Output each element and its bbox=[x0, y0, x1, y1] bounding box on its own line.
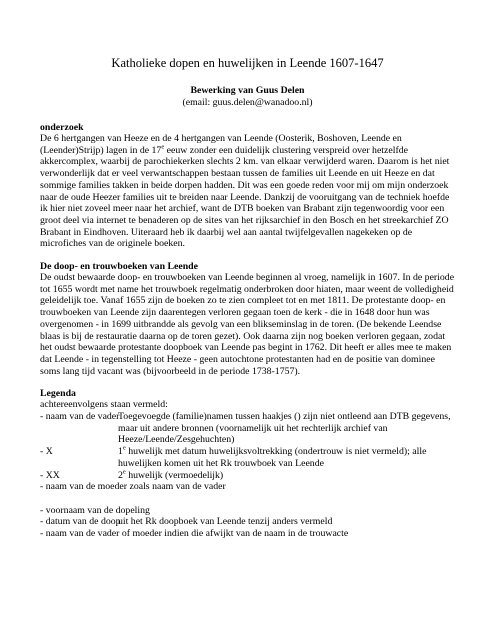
legend-desc: uit het Rk doopboek van Leende tenzij anders vermeld bbox=[118, 516, 333, 528]
section-heading-doop: De doop- en trouwboeken van Leende bbox=[40, 261, 198, 273]
legend-key: - X bbox=[40, 446, 53, 458]
author-email: (email: guus.delen@wanadoo.nl) bbox=[182, 97, 313, 108]
legend-key: - datum van de doop bbox=[40, 516, 121, 528]
legend-row-x bbox=[40, 446, 455, 469]
legend-key: - naam van de vader bbox=[40, 411, 120, 423]
spacer bbox=[40, 493, 455, 505]
legend-line-datum bbox=[40, 516, 455, 528]
paragraph-onderzoek-part-b: eeuw zonder een duidelijk clustering verspreid over hetzelfde akkercomplex, waarbij de parochiekerken slechts 2 km. van elkaar verwijderd waren. Daarom is het niet verwonderlijk dat er veel verwantschappen bestaan tussen de families uit Leende en uit Heeze en dat sommige families takken in beide dorpen hadden. Dit was een goede reden voor mij om mijn onderzoek naar de oude Heezer families uit te breiden naar Leende. Dankzij de vooruitgang van de techniek hoefde ik hier niet zoveel meer naar het archief, want de DTB boeken van Brabant zijn tegenwoordig voor een groot deel via internet te benaderen op de sites van het rijksarchief in den Bosch en het streekarchief ZO Brabant in Eindhoven. Uiteraard heb ik daarbij wel aan aantal twijfelgevallen nagekeken op de microfiches van de originele boeken. bbox=[40, 144, 450, 250]
legend-desc bbox=[118, 470, 455, 482]
ordinal-number: 1 bbox=[118, 446, 123, 458]
superscript-e: e bbox=[122, 468, 126, 476]
legend-line-voornaam: - voornaam van de dopeling bbox=[40, 504, 150, 516]
legend-desc-text: huwelijk (vermoedelijk) bbox=[125, 469, 224, 481]
paragraph-doop: De oudst bewaarde doop- en trouwboeken van Leende beginnen al vroeg, namelijk in 1607. In de periode tot 1655 wordt met name het trouwboek regelmatig onderbroken door hiaten, maar weent de volledigheid geleidelijk toe. Vanaf 1655 zijn de boeken zo te zien compleet tot en met 1811. De protestante doop- en trouwboeken van Leende zijn daarentegen verloren gegaan toen de kerk - die in 1648 door hun was overgenomen - in 1699 uitbrandde als gevolg van een blikseminslag in de toren. (De bekende Leendse blaas is bij de restauratie daarna op de toren gezet). Ook daarna zijn nog boeken verloren gegaan, zodat het oudst bewaarde protestante doopboek van Leende pas begint in 1762. Dit heeft er alles mee te maken dat Leende - in tegenstelling tot Heeze - geen autochtone protestanten had en de positie van dominee soms lang tijd vacant was (bijvoorbeeld in de periode 1738-1757). bbox=[40, 272, 455, 377]
legend-desc bbox=[118, 446, 455, 469]
document-title: Katholieke dopen en huwelijken in Leende 1607-1647 bbox=[111, 56, 384, 70]
paragraph-onderzoek bbox=[40, 133, 455, 250]
legend-row-xx bbox=[40, 470, 455, 482]
ordinal-number: 2 bbox=[118, 469, 123, 481]
document-author: Bewerking van Guus Delen bbox=[190, 85, 305, 96]
paragraph-onderzoek-part-a: De 6 hertgangen van Heeze en de 4 hertgangen van Leende (Oosterik, Boshoven, Leende en (Leender)Strijp) lagen in de 17 bbox=[40, 133, 402, 156]
superscript-e: e bbox=[161, 143, 165, 151]
legend-desc-text: huwelijk met datum huwelijksvoltrekking (ondertrouw is niet vermeld); alle huwelijken komen uit het Rk trouwboek van Leende bbox=[118, 446, 427, 469]
legend-row-vader bbox=[40, 411, 455, 446]
legend-line-moeder: - naam van de moeder zoals naam van de vader bbox=[40, 481, 226, 493]
legend-desc: Toegevoegde (familie)namen tussen haakjes () zijn niet ontleend aan DTB gegevens, maar uit andere bronnen (voornamelijk uit het rechterlijk archief van Heeze/Leende/Zesgehuchten) bbox=[118, 411, 451, 446]
legend-line-vader-moeder: - naam van de vader of moeder indien die afwijkt van de naam in de trouwacte bbox=[40, 528, 349, 540]
section-heading-legenda: Legenda bbox=[40, 388, 76, 400]
legend-intro: achtereenvolgens staan vermeld: bbox=[40, 399, 168, 411]
section-heading-onderzoek: onderzoek bbox=[40, 122, 84, 133]
superscript-e: e bbox=[122, 444, 126, 452]
legend-key: - XX bbox=[40, 469, 60, 481]
